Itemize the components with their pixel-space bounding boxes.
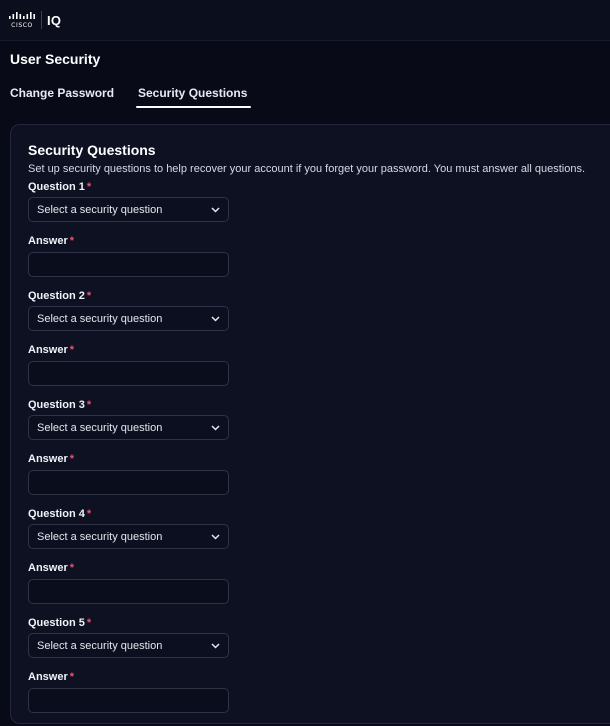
card-title: Security Questions [28, 142, 156, 158]
question-group-5 [28, 617, 610, 726]
chevron-down-icon [211, 534, 220, 540]
chevron-down-icon [211, 425, 220, 431]
question-label: Question 5 * [28, 617, 92, 629]
security-questions-card [10, 124, 610, 724]
select-value: Select a security question [37, 639, 163, 652]
tab-change-password[interactable]: Change Password [10, 86, 115, 100]
tab-bar [10, 86, 247, 110]
answer-4-input[interactable] [28, 579, 229, 604]
answer-label: Answer * [28, 344, 75, 356]
select-value: Select a security question [37, 312, 163, 325]
question-2-select[interactable] [28, 306, 229, 331]
answer-1-input[interactable] [28, 252, 229, 277]
question-label: Question 4 * [28, 508, 92, 520]
question-1-select[interactable] [28, 197, 229, 222]
question-4-select[interactable] [28, 524, 229, 549]
required-marker: * [86, 290, 92, 302]
required-marker: * [69, 235, 75, 247]
question-group-3 [28, 399, 610, 508]
answer-3-input[interactable] [28, 470, 229, 495]
answer-2-input[interactable] [28, 361, 229, 386]
cisco-logo-icon [8, 12, 36, 29]
answer-label: Answer * [28, 671, 75, 683]
question-3-select[interactable] [28, 415, 229, 440]
required-marker: * [86, 617, 92, 629]
app-name: IQ [47, 12, 62, 28]
required-marker: * [86, 508, 92, 520]
question-label: Question 2 * [28, 290, 92, 302]
question-5-select[interactable] [28, 633, 229, 658]
logo-divider [41, 11, 42, 29]
top-bar [0, 0, 610, 41]
required-marker: * [69, 671, 75, 683]
select-value: Select a security question [37, 530, 163, 543]
answer-label: Answer * [28, 453, 75, 465]
chevron-down-icon [211, 316, 220, 322]
card-description: Set up security questions to help recover your account if you forget your password. You must answer all questions. [28, 163, 586, 175]
question-group-4 [28, 508, 610, 617]
required-marker: * [86, 399, 92, 411]
app-logo[interactable] [0, 0, 68, 40]
brand-text: CISCO [11, 21, 33, 29]
chevron-down-icon [211, 207, 220, 213]
question-label: Question 3 * [28, 399, 92, 411]
answer-label: Answer * [28, 235, 75, 247]
required-marker: * [69, 453, 75, 465]
required-marker: * [69, 344, 75, 356]
answer-label: Answer * [28, 562, 75, 574]
answer-5-input[interactable] [28, 688, 229, 713]
select-value: Select a security question [37, 203, 163, 216]
chevron-down-icon [211, 643, 220, 649]
select-value: Select a security question [37, 421, 163, 434]
question-group-2 [28, 290, 610, 399]
required-marker: * [86, 181, 92, 193]
question-group-1 [28, 181, 610, 290]
page-title: User Security [10, 51, 101, 67]
required-marker: * [69, 562, 75, 574]
question-label: Question 1 * [28, 181, 92, 193]
tab-security-questions[interactable]: Security Questions [138, 86, 247, 108]
